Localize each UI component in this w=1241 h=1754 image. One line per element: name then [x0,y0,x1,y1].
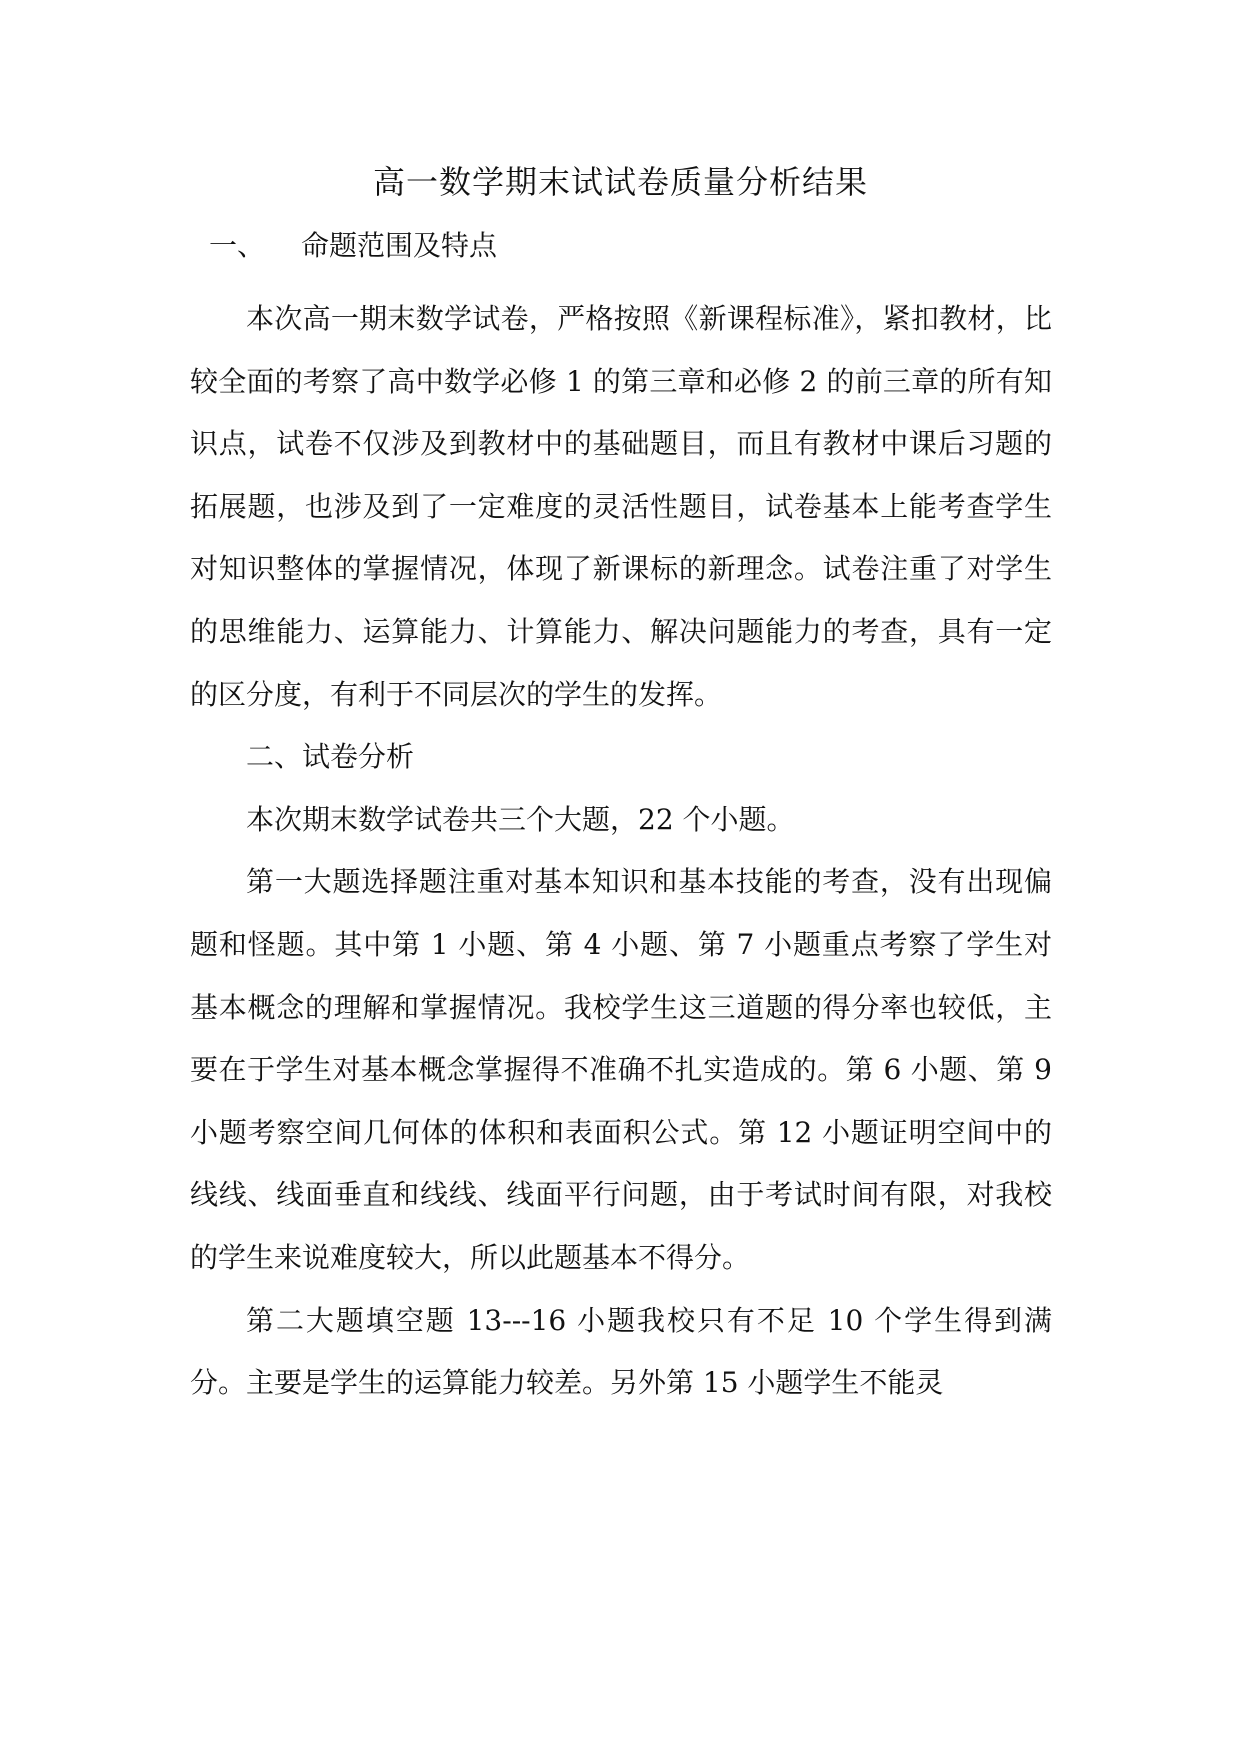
section-2-heading: 二、试卷分析 [246,740,415,774]
section-1-number: 一、 [209,229,266,262]
section-2-paragraph-1: 本次期末数学试卷共三个大题，22 个小题。 [246,802,795,836]
section-1-paragraph: 本次高一期末数学试卷，严格按照《新课程标准》，紧扣教材，比较全面的考察了高中数学必修 1 的第三章和必修 2 的前三章的所有知识点，试卷不仅涉及到教材中的基础题目，而且有教材中课后习题的拓展题，也涉及到了一定难度的灵活性题目，试卷基本上能考查学生对知识整体的掌握情况，体现了新课标的新理念。试卷注重了对学生的思维能力、运算能力、计算能力、解决问题能力的考查，具有一定的区分度，有利于不同层次的学生的发挥。 [190,302,1052,711]
document-title: 高一数学期末试试卷质量分析结果 [372,163,868,201]
section-2-paragraph-2: 第一大题选择题注重对基本知识和基本技能的考查，没有出现偏题和怪题。其中第 1 小题、第 4 小题、第 7 小题重点考察了学生对基本概念的理解和掌握情况。我校学生这三道题的得分率也较低，主要在于学生对基本概念掌握得不准确不扎实造成的。第 6 小题、第 9 小题考察空间几何体的体积和表面积公式。第 12 小题证明空间中的线线、线面垂直和线线、线面平行问题，由于考试时间有限，对我校的学生来说难度较大，所以此题基本不得分。 [190,865,1052,1274]
section-1-heading [209,226,497,266]
section-2-paragraph-3: 第二大题填空题 13---16 小题我校只有不足 10 个学生得到满分。主要是学生的运算能力较差。另外第 15 小题学生不能灵 [190,1303,1052,1400]
document-body [190,288,1052,1415]
section-1-title: 命题范围及特点 [301,229,498,262]
